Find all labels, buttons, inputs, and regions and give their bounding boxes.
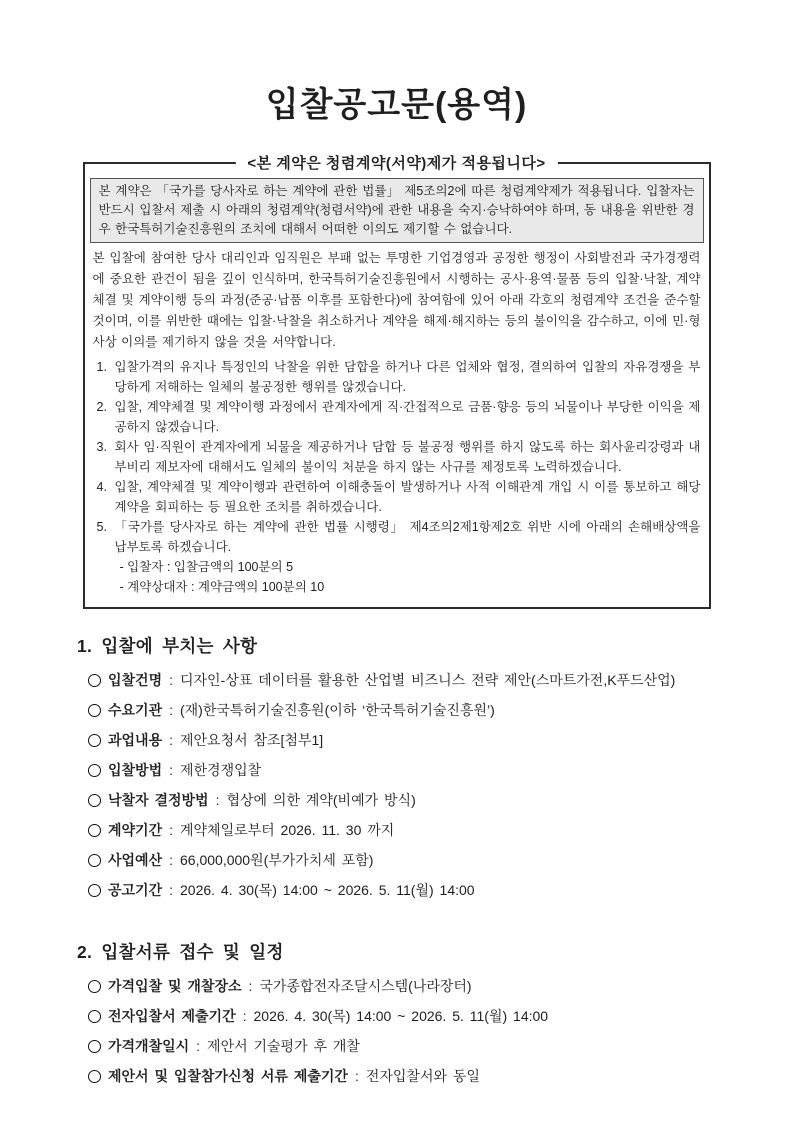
circle-bullet-icon <box>88 1040 101 1053</box>
pledge-item-text: 「국가를 당사자로 하는 계약에 관한 법률 시행령」 제4조의2제1항제2호 위반 시에 아래의 손해배상액을 납부토록 하겠습니다. <box>114 520 701 554</box>
pledge-oath-paragraph: 본 입찰에 참여한 당사 대리인과 임직원은 부패 없는 투명한 기업경영과 공정한 행정이 사회발전과 국가경쟁력에 중요한 관건이 됨을 깊이 인식하며, 한국특허기술진흥원에서 시행하는 공사·용역·물품 등의 입찰·낙찰, 계약체결 및 계약이행 등의 과정(준공·납품 이후를 포함한다)에 참여함에 있어 아래 각호의 청렴계약 조건을 준수할 것이며, 이를 위반한 때에는 입찰·낙찰을 취소하거나 계약을 해제·해지하는 등의 불이익을 감수하고, 이에 민·형사상 이의를 제기하지 않을 것을 서약합니다. <box>92 251 701 349</box>
row-label: 사업예산 <box>108 852 163 868</box>
row-label: 낙찰자 결정방법 <box>108 792 209 808</box>
circle-bullet-icon <box>88 980 101 993</box>
row-contract-period <box>88 815 793 845</box>
row-ebid-submission-period <box>88 1001 793 1031</box>
pledge-item-1 <box>85 357 701 397</box>
pledge-item-text: 입찰가격의 유지나 특정인의 낙찰을 위한 담합을 하거나 다른 업체와 협정, 결의하여 입찰의 자유경쟁을 부당하게 저해하는 일체의 불공정한 행위를 않겠습니다. <box>114 360 701 394</box>
row-value: 제안요청서 참조[첨부1] <box>180 732 324 748</box>
row-award-method <box>88 785 793 815</box>
row-value: 협상에 의한 계약(비예가 방식) <box>226 792 416 808</box>
row-colon: : <box>215 792 220 808</box>
pledge-box-legend: <본 계약은 청렴계약(서약)제가 적용됩니다> <box>235 152 557 173</box>
row-value: 제안서 기술평가 후 개찰 <box>207 1038 360 1054</box>
row-bid-method <box>88 755 793 785</box>
circle-bullet-icon <box>88 1070 101 1083</box>
row-value: (재)한국특허기술진흥원(이하 ‘한국특허기술진흥원’) <box>180 702 495 718</box>
section1-rows <box>88 665 793 905</box>
row-value: 디자인-상표 데이터를 활용한 산업별 비즈니스 전략 제안(스마트가전,K푸드산업) <box>180 672 676 688</box>
row-label: 전자입찰서 제출기간 <box>108 1008 236 1024</box>
row-task-content <box>88 725 793 755</box>
pledge-subitem-bidder: - 입찰자 : 입찰금액의 100분의 5 <box>119 560 294 574</box>
pledge-item-4 <box>85 477 701 517</box>
row-value: 2026. 4. 30(목) 14:00 ~ 2026. 5. 11(월) 14:00 <box>253 1008 549 1024</box>
row-value: 전자입찰서와 동일 <box>365 1068 480 1084</box>
pledge-item-text: 입찰, 계약체결 및 계약이행과 관련하여 이해충돌이 발생하거나 사적 이해관계 개입 시 이를 통보하고 해당 계약을 회피하는 등 필요한 조치를 취하겠습니다. <box>114 480 701 514</box>
row-label: 과업내용 <box>108 732 163 748</box>
row-colon: : <box>354 1068 359 1084</box>
row-colon: : <box>248 978 253 994</box>
row-label: 가격입찰 및 개찰장소 <box>108 978 242 994</box>
row-label: 제안서 및 입찰참가신청 서류 제출기간 <box>108 1068 348 1084</box>
row-colon: : <box>169 822 173 838</box>
row-bid-open-place <box>88 971 793 1001</box>
row-bid-title <box>88 665 793 695</box>
circle-bullet-icon <box>88 734 101 747</box>
row-label: 입찰건명 <box>108 672 163 688</box>
pledge-item-text: 입찰, 계약체결 및 계약이행 과정에서 관계자에게 직·간접적으로 금품·향응 등의 뇌물이나 부당한 이익을 제공하지 않겠습니다. <box>114 400 701 434</box>
pledge-item-number: 1. <box>96 360 107 374</box>
section1-heading: 1. 입찰에 부치는 사항 <box>77 636 258 656</box>
row-value: 66,000,000원(부가가치세 포함) <box>180 852 374 868</box>
circle-bullet-icon <box>88 764 101 777</box>
row-label: 입찰방법 <box>108 762 163 778</box>
pledge-item-number: 2. <box>96 400 107 414</box>
row-colon: : <box>169 852 173 868</box>
integrity-pledge-box <box>83 155 711 609</box>
row-colon: : <box>169 702 173 718</box>
row-colon: : <box>242 1008 247 1024</box>
row-project-budget <box>88 845 793 875</box>
pledge-item-list <box>85 357 709 597</box>
pledge-item-3 <box>85 437 701 477</box>
pledge-item-number: 4. <box>96 480 107 494</box>
pledge-item-5 <box>85 517 701 557</box>
row-colon: : <box>196 1038 201 1054</box>
section2-heading: 2. 입찰서류 접수 및 일정 <box>77 942 284 962</box>
pledge-notice-paragraph: 본 계약은 「국가를 당사자로 하는 계약에 관한 법률」 제5조의2에 따른 청렴계약제가 적용됩니다. 입찰자는 반드시 입찰서 제출 시 아래의 청렴계약(청렴서약)에 관한 내용을 숙지·승낙하여야 하며, 동 내용을 위반한 경우 한국특허기술진흥원의 조치에 대해서 어떠한 이의도 제기할 수 없습니다. <box>90 178 704 243</box>
pledge-subitem-contractor: - 계약상대자 : 계약금액의 100분의 10 <box>119 580 325 594</box>
row-value: 제한경쟁입찰 <box>180 762 262 778</box>
circle-bullet-icon <box>88 1010 101 1023</box>
row-value: 계약체일로부터 2026. 11. 30 까지 <box>180 822 395 838</box>
row-value: 2026. 4. 30(목) 14:00 ~ 2026. 5. 11(월) 14:00 <box>180 882 475 898</box>
circle-bullet-icon <box>88 704 101 717</box>
row-proposal-submission-period <box>88 1061 793 1091</box>
row-colon: : <box>169 882 173 898</box>
section2-rows <box>88 971 793 1091</box>
row-label: 수요기관 <box>108 702 163 718</box>
circle-bullet-icon <box>88 854 101 867</box>
row-colon: : <box>169 672 173 688</box>
pledge-item-number: 3. <box>96 440 107 454</box>
pledge-item-text: 회사 임·직원이 관계자에게 뇌물을 제공하거나 담합 등 불공정 행위를 하지 않도록 하는 회사윤리강령과 내부비리 제보자에 대해서도 일체의 불이익 처분을 하지 않는 사규를 제정토록 노력하겠습니다. <box>114 440 701 474</box>
row-label: 계약기간 <box>108 822 163 838</box>
row-label: 공고기간 <box>108 882 163 898</box>
row-value: 국가종합전자조달시스템(나라장터) <box>259 978 472 994</box>
row-colon: : <box>169 732 173 748</box>
circle-bullet-icon <box>88 824 101 837</box>
circle-bullet-icon <box>88 884 101 897</box>
row-price-opening-datetime <box>88 1031 793 1061</box>
circle-bullet-icon <box>88 674 101 687</box>
document-title: 입찰공고문(용역) <box>265 86 528 124</box>
circle-bullet-icon <box>88 794 101 807</box>
pledge-item-number: 5. <box>96 520 107 534</box>
row-announcement-period <box>88 875 793 905</box>
row-colon: : <box>169 762 173 778</box>
row-label: 가격개찰일시 <box>108 1038 190 1054</box>
row-demand-agency <box>88 695 793 725</box>
pledge-item-2 <box>85 397 701 437</box>
